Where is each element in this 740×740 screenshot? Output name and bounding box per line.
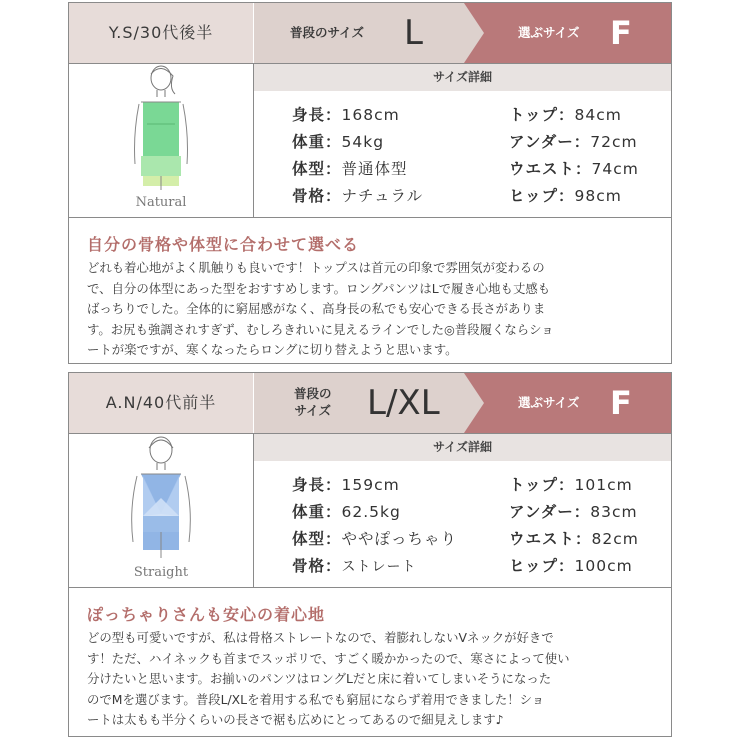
body-type-caption: Natural [135, 195, 187, 210]
stat-height: 身長：159cm [292, 476, 400, 494]
selected-size-value: F [610, 384, 632, 422]
selected-size-label: 選ぶサイズ [518, 395, 580, 410]
review-header [69, 3, 671, 64]
comment-title: ぽっちゃりさんも安心の着心地 [87, 605, 326, 624]
stat-under: アンダー：72cm [509, 133, 638, 151]
stat-top: トップ：84cm [509, 106, 622, 124]
size-details [254, 434, 671, 588]
review-comment [69, 218, 671, 363]
review-card-2 [68, 372, 672, 737]
usual-size-panel [254, 3, 464, 63]
stat-hip: ヒップ：98cm [509, 187, 622, 205]
size-details-title: サイズ詳細 [254, 434, 671, 461]
stat-body-type: 体型：普通体型 [292, 160, 408, 178]
usual-size-value: L [404, 13, 423, 53]
reviewer-name: A.N/40代前半 [105, 393, 217, 412]
selected-size-value: F [610, 14, 632, 52]
usual-size-label: 普段のサイズ [290, 25, 365, 40]
usual-size-label: 普段の サイズ [294, 386, 332, 418]
body-type-figure [69, 434, 254, 588]
stat-waist: ウエスト：74cm [509, 160, 639, 178]
stat-body-type: 体型：ややぽっちゃり [292, 530, 458, 548]
arrow-chevron-icon [464, 373, 484, 433]
comment-title: 自分の骨格や体型に合わせて選べる [87, 235, 360, 254]
selected-size-panel [464, 373, 671, 433]
review-header [69, 373, 671, 434]
review-comment [69, 588, 671, 736]
usual-size-value: L/XL [367, 383, 440, 423]
size-details-title: サイズ詳細 [254, 64, 671, 91]
comment-body: どれも着心地がよく肌触りも良いです！トップスは首元の印象で雰囲気が変わるの で、自分の体型にあった型をおすすめします。ロングパンツはLで履き心地も丈感も ばっちりでした。全体的に窮屈感がなく、高身長の私でも安心できる長さがありま す。お尻も強調されすぎず、むしろきれいに見えるラインでした◎普段履くならショ ートが楽ですが、寒くなったらロングに切り替えようと思います。 [87, 260, 554, 357]
arrow-chevron-icon [464, 3, 484, 63]
stat-hip: ヒップ：100cm [509, 557, 633, 575]
stat-top: トップ：101cm [509, 476, 633, 494]
stat-weight: 体重：62.5kg [292, 503, 401, 521]
stat-frame: 骨格：ナチュラル [292, 187, 424, 205]
review-card-1 [68, 2, 672, 364]
selected-size-panel [464, 3, 671, 63]
reviewer-name: Y.S/30代後半 [108, 23, 214, 42]
body-type-figure [69, 64, 254, 218]
stat-under: アンダー：83cm [509, 503, 638, 521]
stat-weight: 体重：54kg [292, 133, 385, 151]
comment-body: どの型も可愛いですが、私は骨格ストレートなので、着膨れしないVネックが好きで す！ただ、ハイネックも首までスッポリで、すごく暖かかったので、寒さによって使い 分けたいと思います。お揃いのパンツはロングLだと床に着いてしまいそうになった のでMを選びます。普段L/XLを着用する私でも窮屈にならず着用できました！ショ ートは太もも半分くらいの長さで裾も広めにとってあるので細見えします♪ [87, 630, 570, 727]
usual-size-panel [254, 373, 464, 433]
stat-waist: ウエスト：82cm [509, 530, 639, 548]
stat-height: 身長：168cm [292, 106, 400, 124]
size-details [254, 64, 671, 218]
body-type-caption: Straight [133, 565, 189, 580]
selected-size-label: 選ぶサイズ [518, 25, 580, 40]
stat-frame: 骨格：ストレート [292, 557, 417, 575]
